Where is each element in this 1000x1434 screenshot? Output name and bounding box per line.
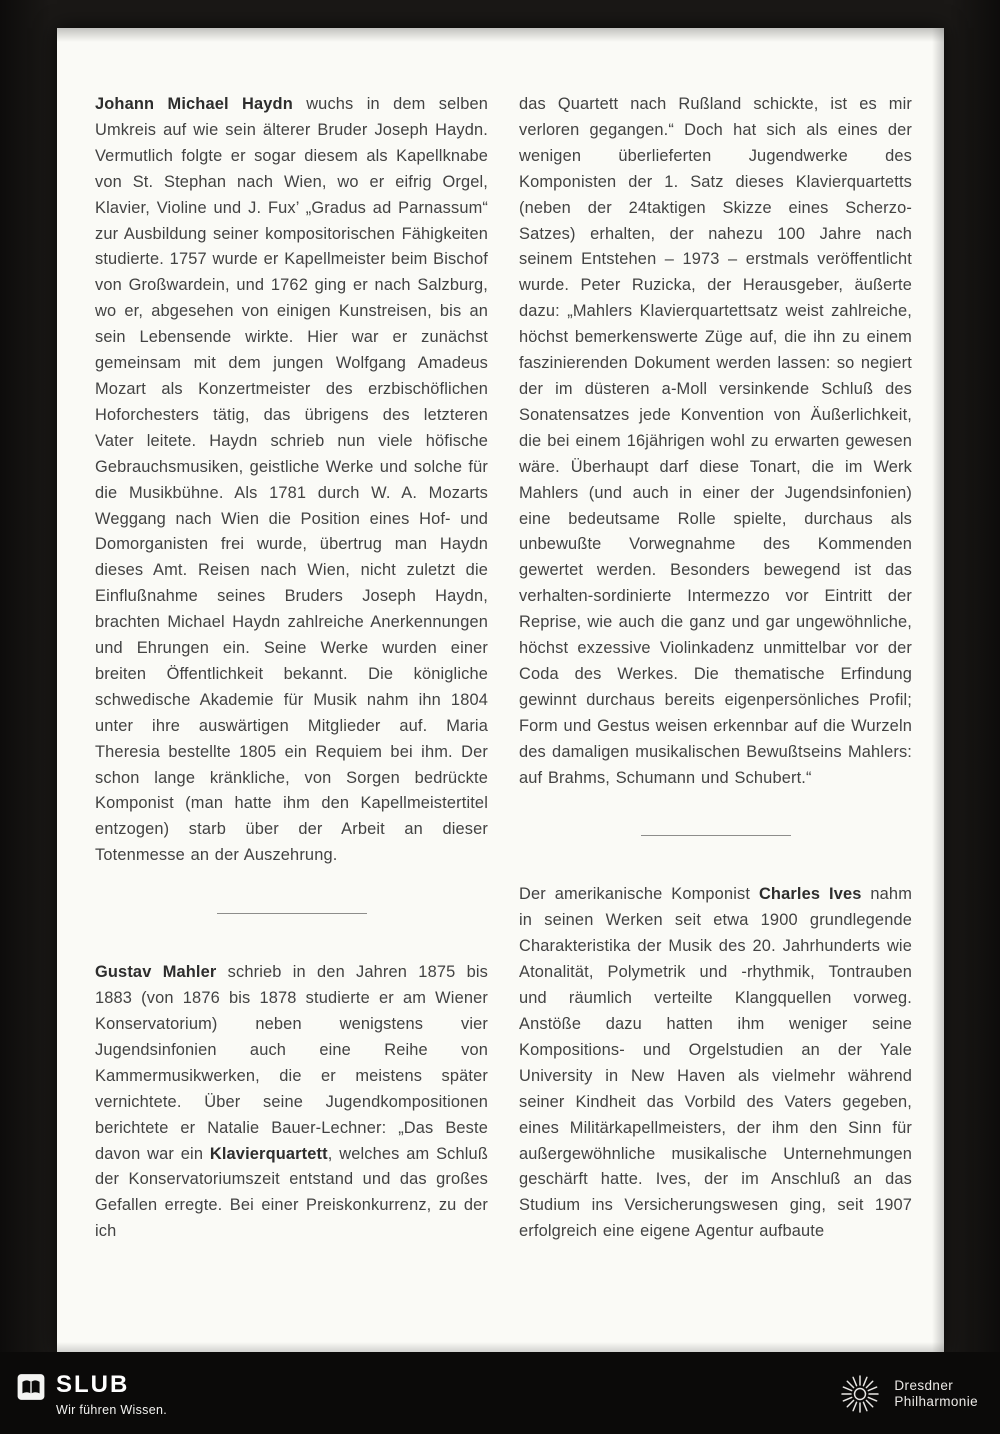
philharmonie-text-block [894,1378,978,1411]
philharmonie-branding [839,1373,978,1415]
document-page [57,28,944,1352]
right-column [519,92,912,1245]
dresdner-philharmonie-emblem-icon [839,1373,881,1415]
emphasized-name: Charles Ives [758,885,862,904]
body-text: , welches am Schluß der Konservatoriumszeit entstand und das großes Gefallen erregte. Bei einer Preiskonkurrenz, zu der ich [95,1144,488,1241]
emphasized-name: Gustav Mahler [95,963,217,982]
body-text: das Quartett nach Rußland schickte, ist es mir verloren gegangen.“ Doch hat sich als eines der wenigen überlieferten Jugendwerke des Komponisten der 1. Satz dieses Klavierquartetts (neben der 24taktigen Skizze eines Scherzo-Satzes) erhalten, der nahezu 100 Jahre nach seinem Entstehen – 1973 – erstmals veröffentlicht wurde. Peter Ruzicka, der Herausgeber, äußerte dazu: „Mahlers Klavierquartettsatz weist zahlreiche, höchst bemerkenswerte Züge auf, die ihn zu einem faszinierenden Dokument werden lassen: so negiert der im düsteren a-Moll versinkende Schluß des Sonatensatzes jede Konvention von Äußerlichkeit, die bei einem 16jährigen wohl zu erwarten gewesen wäre. Überhaupt darf diese Tonart, die im Werk Mahlers (und auch in einer der Jugendsinfonien) eine bedeutsame Rolle spielte, durchaus als unbewußte Vorwegnahme des Kommenden gewertet werden. Besonders bewegend ist das verhalten-sordinierte Intermezzo vor Eintritt der Reprise, wie auch die ganz und gar ungewöhnliche, höchst exzessive Violinkadenz unmittelbar vor der Coda des Werkes. Die thematische Erfindung gewinnt durchaus bereits eigenpersönliches Profil; Form und Gestus weisen erkennbar auf die Wurzeln des damaligen musikalischen Bewußtseins Mahlers: auf Brahms, Schumann und Schubert.“ [519,95,912,787]
body-text: schrieb in den Jahren 1875 bis 1883 (von 1876 bis 1878 studierte er am Wiener Konservatorium) neben wenigstens vier Jugendsinfonien auch eine Reihe von Kammermusikwerken, die er meistens später vernichtete. Über seine Jugendkompositionen berichtete er Natalie Bauer-Lechner: „Das Beste davon war ein [95,963,488,1163]
slub-text-block [56,1372,167,1417]
slub-book-icon [16,1372,46,1402]
paragraph [519,882,912,1245]
slub-wordmark: SLUB [56,1370,130,1398]
page-content [95,92,912,1245]
viewer-footer [0,1352,1000,1434]
paragraph [519,92,912,791]
body-text: Der amerikanische Komponist [519,885,759,904]
page-edge-shadow [57,1342,944,1352]
section-divider [641,835,791,836]
emphasized-name: Johann Michael Haydn [95,95,293,113]
left-column [95,92,488,1245]
paragraph [95,92,488,869]
emphasized-name: Klavierquartett [209,1144,328,1163]
slub-tagline: Wir führen Wissen. [56,1402,167,1417]
philharmonie-line2: Philharmonie [894,1394,978,1409]
body-text: nahm in seinen Werken seit etwa 1900 grundlegende Charakteristika der Musik des 20. Jahrhunderts wie Atonalität, Polymetrik und -rhythmik, Tontrauben und räumlich verteilte Klangquellen vorweg. Anstöße dazu hatten ihm weniger seine Kompositions- und Orgelstudien an der Yale University in New Haven als vielmehr während seiner Kindheit das Vorbild des Vaters gegeben, eines Militärkapellmeisters, der ihm den Sinn für außergewöhnliche musikalische Unternehmungen geschärft hatte. Ives, der im Anschluß an das Studium ins Versicherungswesen ging, seit 1907 erfolgreich eine eigene Agentur aufbaute [519,885,913,1241]
paragraph [95,960,488,1245]
slub-branding [16,1372,167,1417]
body-text: wuchs in dem selben Umkreis auf wie sein älterer Bruder Joseph Haydn. Vermutlich folgte er sogar diesem als Kapellknabe von St. Stephan nach Wien, wo er eifrig Orgel, Klavier, Violine und J. Fux’ „Gradus ad Parnassum“ zur Ausbildung seiner kompositorischen Fähigkeiten studierte. 1757 wurde er Kapellmeister beim Bischof von Großwardein, und 1762 ging er nach Salzburg, wo er, abgesehen von einigen Kunstreisen, bis an sein Lebensende wirkte. Hier war er zunächst gemeinsam mit dem jungen Wolfgang Amadeus Mozart als Konzertmeister des erzbischöflichen Hoforchesters tätig, das übrigens des letzteren Vater leitete. Haydn schrieb nun viele höfische Gebrauchsmusiken, geistliche Werke und solche für die Musikbühne. Als 1781 durch W. A. Mozarts Weggang nach Wien die Position eines Hof- und Domorganisten frei wurde, übertrug man Haydn dieses Amt. Reisen nach Wien, nicht zuletzt die Einflußnahme seines Bruders Joseph Haydn, brachten Michael Haydn zahlreiche Anerkennungen und Ehrungen ein. Seine Werke wurden einer breiten Öffentlichkeit bekannt. Die königliche schwedische Akademie für Musik nahm ihn 1804 unter ihre auswärtigen Mitglieder auf. Maria Theresia bestellte 1805 ein Requiem bei ihm. Der schon lange kränkliche, von Sorgen bedrückte Komponist (man hatte ihm den Kapellmeistertitel entzogen) starb über der Arbeit an dieser Totenmesse an der Auszehrung. [95,95,488,865]
philharmonie-line1: Dresdner [894,1377,954,1393]
section-divider [217,913,367,914]
